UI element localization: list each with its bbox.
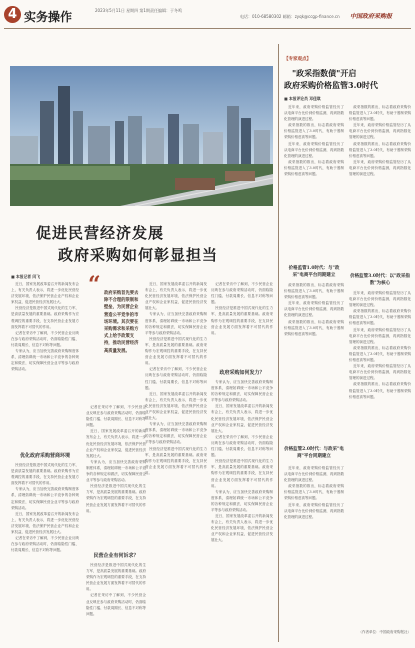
side-body-paragraph: 政采指数的推出，标志着政府采购价格监管进入了3.0时代，有助于遏制采购价格虚高等问题。 — [349, 309, 411, 326]
main-body-paragraph: 近日，国家发展改革委召开的新闻发布会上，有关负责人表示，将进一步优化民营经济发展环境，依法保护民营企业产权和企业家权益，促进民营经济发展壮大。 — [86, 429, 146, 458]
main-col-2-bottom — [86, 562, 146, 640]
main-body-paragraph: 记者在采访中了解到，不少民营企业反映在参与政府采购活动时，仍面临隐性门槛、付款周期长、信息不对称等问题。 — [11, 330, 79, 347]
side-body-paragraph: 近年来，政府采购价格监管经历了从电商平台比价到价格监测，再到指数化管理的演进过程。 — [284, 466, 344, 483]
main-body-paragraph: 专家认为，应当加快完善政府采购制度体系，清理妨碍统一市场和公平竞争的各种规定和做法，切实保障民营企业平等参与政府采购活动。 — [211, 380, 273, 403]
date-line: 2023年5月11日 星期四 第1期 — [95, 8, 150, 13]
main-body-paragraph: 近日，国家发展改革委召开的新闻发布会上，有关负责人表示，将进一步优化民营经济发展环境，依法保护民营企业产权和企业家权益，促进民营经济发展壮大。 — [11, 511, 79, 535]
pull-quote-mark: “ — [88, 272, 101, 298]
side-headline-line-1: "政采指数债"开启 — [292, 68, 357, 78]
side-body-paragraph: 近年来，政府采购价格监管经历了从电商平台比价到价格监测，再到指数化管理的演进过程。 — [349, 327, 411, 344]
main-body-paragraph: 近日，国家发展改革委召开的新闻发布会上，有关负责人表示，将进一步优化民营经济发展环境，依法保护民营企业产权和企业家权益，促进民营经济发展壮大。 — [145, 282, 207, 311]
main-body-paragraph: 记者在采访中了解到，不少民营企业反映在参与政府采购活动时，仍面临隐性门槛、付款周期长、信息不对称等问题。 — [211, 434, 273, 458]
side-body-paragraph: 政采指数的推出，标志着政府采购价格监管进入了3.0时代，有助于遏制采购价格虚高等问题。 — [349, 382, 411, 399]
main-col-2 — [86, 404, 146, 548]
pull-quote: 政府采购首先要去除不合理的限制和壁垒，为民营企业营造公平竞争的市场环境。其次要在采购需求和采购方式上给予政策支持，推动民营经济高质量发展。 — [104, 291, 139, 354]
side-body-paragraph: 近年来，政府采购价格监管经历了从电商平台比价到价格监测，再到指数化管理的演进过程。 — [349, 159, 411, 177]
main-byline: ■ 本报记者 闫飞 — [11, 274, 41, 279]
side-body-paragraph: 近年来，政府采购价格监管经历了从电商平台比价到价格监测，再到指数化管理的演进过程。 — [349, 123, 411, 140]
main-subhead-1: 优化政府采购营商环境 — [19, 453, 70, 459]
main-col-4-bottom — [211, 379, 273, 640]
main-body-paragraph: 记者在采访中了解到，不少民营企业反映在参与政府采购活动时，仍面临隐性门槛、付款周期长、信息不对称等问题。 — [86, 593, 146, 616]
main-body-paragraph: 近日，国家发展改革委召开的新闻发布会上，有关负责人表示，将进一步优化民营经济发展环境，依法保护民营企业产权和企业家权益，促进民营经济发展壮大。 — [211, 514, 273, 543]
main-body-paragraph: 民营经济是推进中国式现代化的生力军，是高质量发展的重要基础。政府采购作为宏观调控的重要手段，在支持民营企业发展方面发挥着不可替代的作用。 — [86, 484, 146, 513]
main-body-paragraph: 民营经济是推进中国式现代化的生力军，是高质量发展的重要基础。政府采购作为宏观调控的重要手段，在支持民营企业发展方面发挥着不可替代的作用。 — [145, 446, 207, 475]
side-body-paragraph: 近年来，政府采购价格监管经历了从电商平台比价到价格监测，再到指数化管理的演进过程。 — [349, 291, 411, 308]
side-body-paragraph: 近年来，政府采购价格监管经历了从电商平台比价到价格监测，再到指数化管理的演进过程。 — [284, 141, 344, 158]
section-title: 实务操作 — [24, 10, 73, 24]
side-col-b-bottom — [349, 290, 411, 626]
masthead — [0, 0, 415, 44]
side-body-paragraph: 政采指数的推出，标志着政府采购价格监管进入了3.0时代，有助于遏制采购价格虚高等问题。 — [284, 123, 344, 140]
main-headline-line-1: 促进民营经济发展 — [36, 224, 165, 242]
side-body-paragraph: 政采指数的推出，标志着政府采购价格监管进入了3.0时代，有助于遏制采购价格虚高等问题。 — [349, 105, 411, 122]
side-tag: 【专家观点】 — [284, 57, 311, 62]
main-body-paragraph: 记者在采访中了解到，不少民营企业反映在参与政府采购活动时，仍面临隐性门槛、付款周期长、信息不对称等问题。 — [145, 367, 207, 390]
hero-photo — [10, 66, 273, 206]
main-body-paragraph: 近日，国家发展改革委召开的新闻发布会上，有关负责人表示，将进一步优化民营经济发展环境，依法保护民营企业产权和企业家权益，促进民营经济发展壮大。 — [11, 282, 79, 305]
main-body-paragraph: 民营经济是推进中国式现代化的生力军，是高质量发展的重要基础。政府采购作为宏观调控的重要手段，在支持民营企业发展方面发挥着不可替代的作用。 — [145, 336, 207, 366]
side-body-paragraph: 政采指数的推出，标志着政府采购价格监管进入了3.0时代，有助于遏制采购价格虚高等问题。 — [284, 319, 344, 336]
main-body-paragraph: 专家认为，应当加快完善政府采购制度体系，清理妨碍统一市场和公平竞争的各种规定和做法，切实保障民营企业平等参与政府采购活动。 — [11, 487, 79, 510]
side-body-paragraph: 政采指数的推出，标志着政府采购价格监管进入了3.0时代，有助于遏制采购价格虚高等问题。 — [284, 159, 344, 177]
paper-name: 中国政府采购报 — [350, 13, 393, 20]
main-body-paragraph: 民营经济是推进中国式现代化的生力军，是高质量发展的重要基础。政府采购作为宏观调控的重要手段，在支持民营企业发展方面发挥着不可替代的作用。 — [11, 463, 79, 486]
side-headline-line-2: 政府采购价格监管3.0时代 — [284, 80, 378, 90]
side-body-paragraph: 政采指数的推出，标志着政府采购价格监管进入了3.0时代，有助于遏制采购价格虚高等问题。 — [284, 484, 344, 501]
side-col-a-mid — [284, 282, 344, 447]
side-col-a-top — [284, 104, 344, 276]
masthead-rule — [4, 28, 411, 29]
main-headline-line-2: 政府采购如何彰显担当 — [58, 246, 219, 264]
main-body-paragraph: 专家认为，应当加快完善政府采购制度体系，清理妨碍统一市场和公平竞争的各种规定和做法，切实保障民营企业平等参与政府采购活动。 — [145, 312, 207, 335]
main-body-paragraph: 民营经济是推进中国式现代化的生力军，是高质量发展的重要基础。政府采购作为宏观调控的重要手段，在支持民营企业发展方面发挥着不可替代的作用。 — [86, 563, 146, 592]
side-subhead-3: 价格监管3.0时代：以"政采指数"为核心 — [350, 274, 410, 286]
side-body-paragraph: 政采指数的推出，标志着政府采购价格监管进入了3.0时代，有助于遏制采购价格虚高等问题。 — [349, 141, 411, 158]
main-body-paragraph: 近日，国家发展改革委召开的新闻发布会上，有关负责人表示，将进一步优化民营经济发展环境，依法保护民营企业产权和企业家权益，促进民营经济发展壮大。 — [145, 391, 207, 421]
side-body-paragraph: 近年来，政府采购价格监管经历了从电商平台比价到价格监测，再到指数化管理的演进过程。 — [349, 364, 411, 381]
phone-line: 电话：010-68580302 邮箱：zyqk@ccgp-finance.cn — [240, 14, 340, 19]
main-col-1-top — [11, 281, 79, 446]
main-subhead-2: 民营企业有何诉求？ — [93, 553, 139, 559]
side-body-paragraph: 近年来，政府采购价格监管经历了从电商平台比价到价格监测，再到指数化管理的演进过程。 — [284, 301, 344, 318]
side-footer-note: （作者单位：中国政府采购报社） — [358, 630, 411, 634]
page-number: 4 — [7, 7, 18, 22]
main-body-paragraph: 专家认为，应当加快完善政府采购制度体系，清理妨碍统一市场和公平竞争的各种规定和做法，切实保障民营企业平等参与政府采购活动。 — [145, 422, 207, 445]
side-col-a-bottom — [284, 465, 344, 640]
main-body-paragraph: 民营经济是推进中国式现代化的生力军，是高质量发展的重要基础。政府采购作为宏观调控的重要手段，在支持民营企业发展方面发挥着不可替代的作用。 — [211, 306, 273, 335]
side-subhead-1: 价格监管1.0时代：与"政采"电商平台同期建立 — [288, 266, 340, 278]
main-body-paragraph: 专家认为，应当加快完善政府采购制度体系，清理妨碍统一市场和公平竞争的各种规定和做法，切实保障民营企业平等参与政府采购活动。 — [211, 489, 273, 512]
side-subhead-2: 价格监管2.0时代：与政采"电商"平台同期建立 — [284, 447, 344, 459]
column-divider — [278, 44, 279, 642]
editor-line: 责任编辑：于冬鸣 — [150, 8, 182, 13]
side-body-paragraph: 近年来，政府采购价格监管经历了从电商平台比价到价格监测，再到指数化管理的演进过程。 — [284, 502, 344, 519]
main-body-paragraph: 专家认为，应当加快完善政府采购制度体系，清理妨碍统一市场和公平竞争的各种规定和做法，切实保障民营企业平等参与政府采购活动。 — [86, 459, 146, 483]
page-number-badge — [4, 6, 21, 23]
main-body-paragraph: 民营经济是推进中国式现代化的生力军，是高质量发展的重要基础。政府采购作为宏观调控的重要手段，在支持民营企业发展方面发挥着不可替代的作用。 — [11, 306, 79, 329]
main-col-3 — [145, 281, 207, 640]
main-subhead-3: 政府采购如何发力？ — [219, 370, 265, 376]
main-body-paragraph: 记者在采访中了解到，不少民营企业反映在参与政府采购活动时，仍面临隐性门槛、付款周期长、信息不对称等问题。 — [86, 405, 146, 428]
side-body-paragraph: 政采指数的推出，标志着政府采购价格监管进入了3.0时代，有助于遏制采购价格虚高等问题。 — [284, 283, 344, 300]
main-body-paragraph: 记者在采访中了解到，不少民营企业反映在参与政府采购活动时，仍面临隐性门槛、付款周期长、信息不对称等问题。 — [211, 282, 273, 305]
side-body-paragraph: 近年来，政府采购价格监管经历了从电商平台比价到价格监测，再到指数化管理的演进过程。 — [284, 105, 344, 122]
main-body-paragraph: 民营经济是推进中国式现代化的生力军，是高质量发展的重要基础。政府采购作为宏观调控的重要手段，在支持民营企业发展方面发挥着不可替代的作用。 — [211, 459, 273, 488]
side-col-b-top — [349, 104, 411, 270]
main-body-paragraph: 记者在采访中了解到，不少民营企业反映在参与政府采购活动时，仍面临隐性门槛、付款周期长、信息不对称等问题。 — [11, 536, 79, 553]
side-body-paragraph: 政采指数的推出，标志着政府采购价格监管进入了3.0时代，有助于遏制采购价格虚高等问题。 — [349, 345, 411, 363]
main-body-paragraph: 专家认为，应当加快完善政府采购制度体系，清理妨碍统一市场和公平竞争的各种规定和做法，切实保障民营企业平等参与政府采购活动。 — [11, 349, 79, 372]
main-body-paragraph: 近日，国家发展改革委召开的新闻发布会上，有关负责人表示，将进一步优化民营经济发展环境，依法保护民营企业产权和企业家权益，促进民营经济发展壮大。 — [211, 404, 273, 433]
main-col-1-bottom — [11, 462, 79, 640]
main-col-4-top — [211, 281, 273, 363]
side-byline: ■ 本报评论员 邓佳琪 — [284, 96, 321, 101]
